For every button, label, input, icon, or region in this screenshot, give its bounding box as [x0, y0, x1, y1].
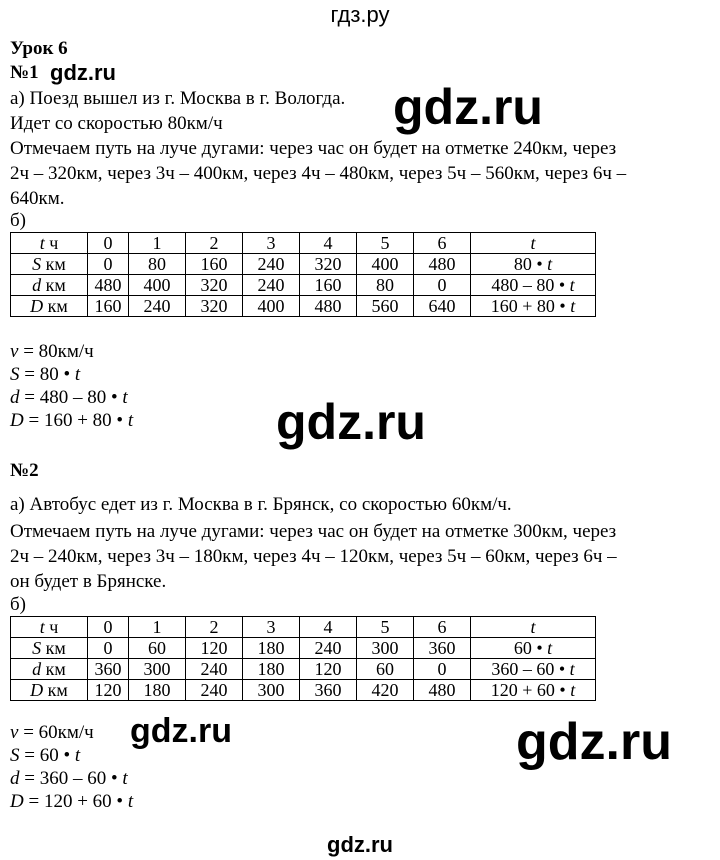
- table-cell: 640: [414, 296, 471, 317]
- formula-text: v = 80км/ч: [10, 341, 94, 362]
- table-cell: 180: [243, 659, 300, 680]
- table-cell: 300: [243, 680, 300, 701]
- table-cell: 160: [186, 254, 243, 275]
- site-header: гдз.ру: [330, 2, 390, 27]
- ex2-line-a: а) Автобус едет из г. Москва в г. Брянск, со скоростью 60км/ч.: [10, 494, 512, 515]
- ex1-line-2: Идет со скоростью 80км/ч: [10, 113, 223, 134]
- table-cell: 120: [300, 659, 357, 680]
- formula-text: d = 480 – 80 • t: [10, 387, 128, 408]
- ex1-line-4: 2ч – 320км, через 3ч – 400км, через 4ч – 480км, через 5ч – 560км, через 6ч –: [10, 163, 627, 184]
- ex2-table: [10, 616, 596, 701]
- table-cell: 240: [186, 680, 243, 701]
- ex2-formula-v: [10, 722, 94, 744]
- ex2-line-4: он будет в Брянске.: [10, 571, 167, 592]
- table-row: [11, 254, 596, 275]
- table-cell: 2: [186, 617, 243, 638]
- ex1-formula-s: [10, 364, 80, 386]
- table-cell: 480: [414, 254, 471, 275]
- table-row: [11, 296, 596, 317]
- table-cell: 400: [243, 296, 300, 317]
- table-cell: 480: [300, 296, 357, 317]
- table-cell: 160: [300, 275, 357, 296]
- exercise-1-number: №1: [10, 62, 39, 83]
- table-row: [11, 275, 596, 296]
- table-cell: 240: [243, 275, 300, 296]
- table-cell: 3: [243, 233, 300, 254]
- row-header: d км: [11, 275, 88, 296]
- table-cell: 0: [88, 638, 129, 659]
- table-cell: 0: [88, 254, 129, 275]
- table-row: [11, 617, 596, 638]
- formula-cell: 160 + 80 • t: [471, 296, 596, 317]
- table-cell: 320: [186, 296, 243, 317]
- table-cell: 120: [88, 680, 129, 701]
- table-cell: 240: [186, 659, 243, 680]
- table-cell: 80: [129, 254, 186, 275]
- table-cell: 80: [357, 275, 414, 296]
- table-cell: 480: [414, 680, 471, 701]
- table-cell: 0: [414, 275, 471, 296]
- lesson-title: Урок 6: [10, 38, 68, 59]
- table-cell: 6: [414, 617, 471, 638]
- ex1-line-a: а) Поезд вышел из г. Москва в г. Вологда.: [10, 88, 346, 109]
- table-cell: 5: [357, 617, 414, 638]
- exercise-2-number: №2: [10, 460, 39, 481]
- ex2-formula-d: [10, 768, 128, 790]
- ex2-line-3: 2ч – 240км, через 3ч – 180км, через 4ч – 120км, через 5ч – 60км, через 6ч –: [10, 546, 617, 567]
- table-cell: 5: [357, 233, 414, 254]
- table-cell: 160: [88, 296, 129, 317]
- watermark: gdz.ru: [393, 79, 543, 135]
- formula-cell: t: [471, 233, 596, 254]
- ex2-part-b-label: б): [10, 594, 26, 615]
- table-cell: 3: [243, 617, 300, 638]
- ex1-line-5: 640км.: [10, 188, 65, 209]
- row-header: S км: [11, 254, 88, 275]
- table-cell: 180: [243, 638, 300, 659]
- table-cell: 0: [414, 659, 471, 680]
- table-cell: 240: [243, 254, 300, 275]
- table-row: [11, 233, 596, 254]
- table-cell: 300: [357, 638, 414, 659]
- table-cell: 60: [357, 659, 414, 680]
- table-cell: 240: [129, 296, 186, 317]
- formula-text: S = 60 • t: [10, 745, 81, 766]
- ex1-part-b-label: б): [10, 210, 26, 231]
- formula-text: d = 360 – 60 • t: [10, 768, 128, 789]
- ex1-formula-d: [10, 387, 128, 409]
- table-cell: 300: [129, 659, 186, 680]
- table-cell: 4: [300, 617, 357, 638]
- row-header: D км: [11, 296, 88, 317]
- ex1-formula-v: [10, 341, 94, 363]
- formula-cell: 360 – 60 • t: [471, 659, 596, 680]
- ex2-formula-big-d: [10, 791, 133, 813]
- table-cell: 6: [414, 233, 471, 254]
- table-cell: 360: [300, 680, 357, 701]
- formula-text: S = 80 • t: [10, 364, 81, 385]
- table-cell: 400: [357, 254, 414, 275]
- table-cell: 400: [129, 275, 186, 296]
- table-cell: 180: [129, 680, 186, 701]
- formula-text: D = 160 + 80 • t: [10, 410, 134, 431]
- formula-cell: 120 + 60 • t: [471, 680, 596, 701]
- row-header: d км: [11, 659, 88, 680]
- table-row: [11, 659, 596, 680]
- table-cell: 1: [129, 617, 186, 638]
- row-header: S км: [11, 638, 88, 659]
- formula-cell: t: [471, 617, 596, 638]
- ex1-line-3: Отмечаем путь на луче дугами: через час он будет на отметке 240км, через: [10, 138, 617, 159]
- table-cell: 420: [357, 680, 414, 701]
- row-header: t ч: [11, 617, 88, 638]
- table-cell: 320: [186, 275, 243, 296]
- watermark: gdz.ru: [50, 60, 116, 85]
- watermark: gdz.ru: [327, 832, 393, 857]
- formula-text: D = 120 + 60 • t: [10, 791, 134, 812]
- table-cell: 120: [186, 638, 243, 659]
- watermark: gdz.ru: [516, 713, 672, 771]
- ex1-table: [10, 232, 596, 317]
- table-cell: 0: [88, 617, 129, 638]
- watermark: gdz.ru: [276, 394, 426, 450]
- watermark: gdz.ru: [130, 712, 232, 750]
- formula-cell: 60 • t: [471, 638, 596, 659]
- ex2-line-2: Отмечаем путь на луче дугами: через час он будет на отметке 300км, через: [10, 521, 617, 542]
- formula-text: v = 60км/ч: [10, 722, 94, 743]
- ex2-formula-s: [10, 745, 80, 767]
- table-row: [11, 638, 596, 659]
- table-cell: 320: [300, 254, 357, 275]
- table-cell: 2: [186, 233, 243, 254]
- table-cell: 480: [88, 275, 129, 296]
- table-row: [11, 680, 596, 701]
- table-cell: 1: [129, 233, 186, 254]
- table-cell: 0: [88, 233, 129, 254]
- row-header: t ч: [11, 233, 88, 254]
- table-cell: 560: [357, 296, 414, 317]
- table-cell: 4: [300, 233, 357, 254]
- table-cell: 60: [129, 638, 186, 659]
- table-cell: 360: [88, 659, 129, 680]
- table-cell: 240: [300, 638, 357, 659]
- table-cell: 360: [414, 638, 471, 659]
- formula-cell: 480 – 80 • t: [471, 275, 596, 296]
- ex1-formula-big-d: [10, 410, 133, 432]
- formula-cell: 80 • t: [471, 254, 596, 275]
- row-header: D км: [11, 680, 88, 701]
